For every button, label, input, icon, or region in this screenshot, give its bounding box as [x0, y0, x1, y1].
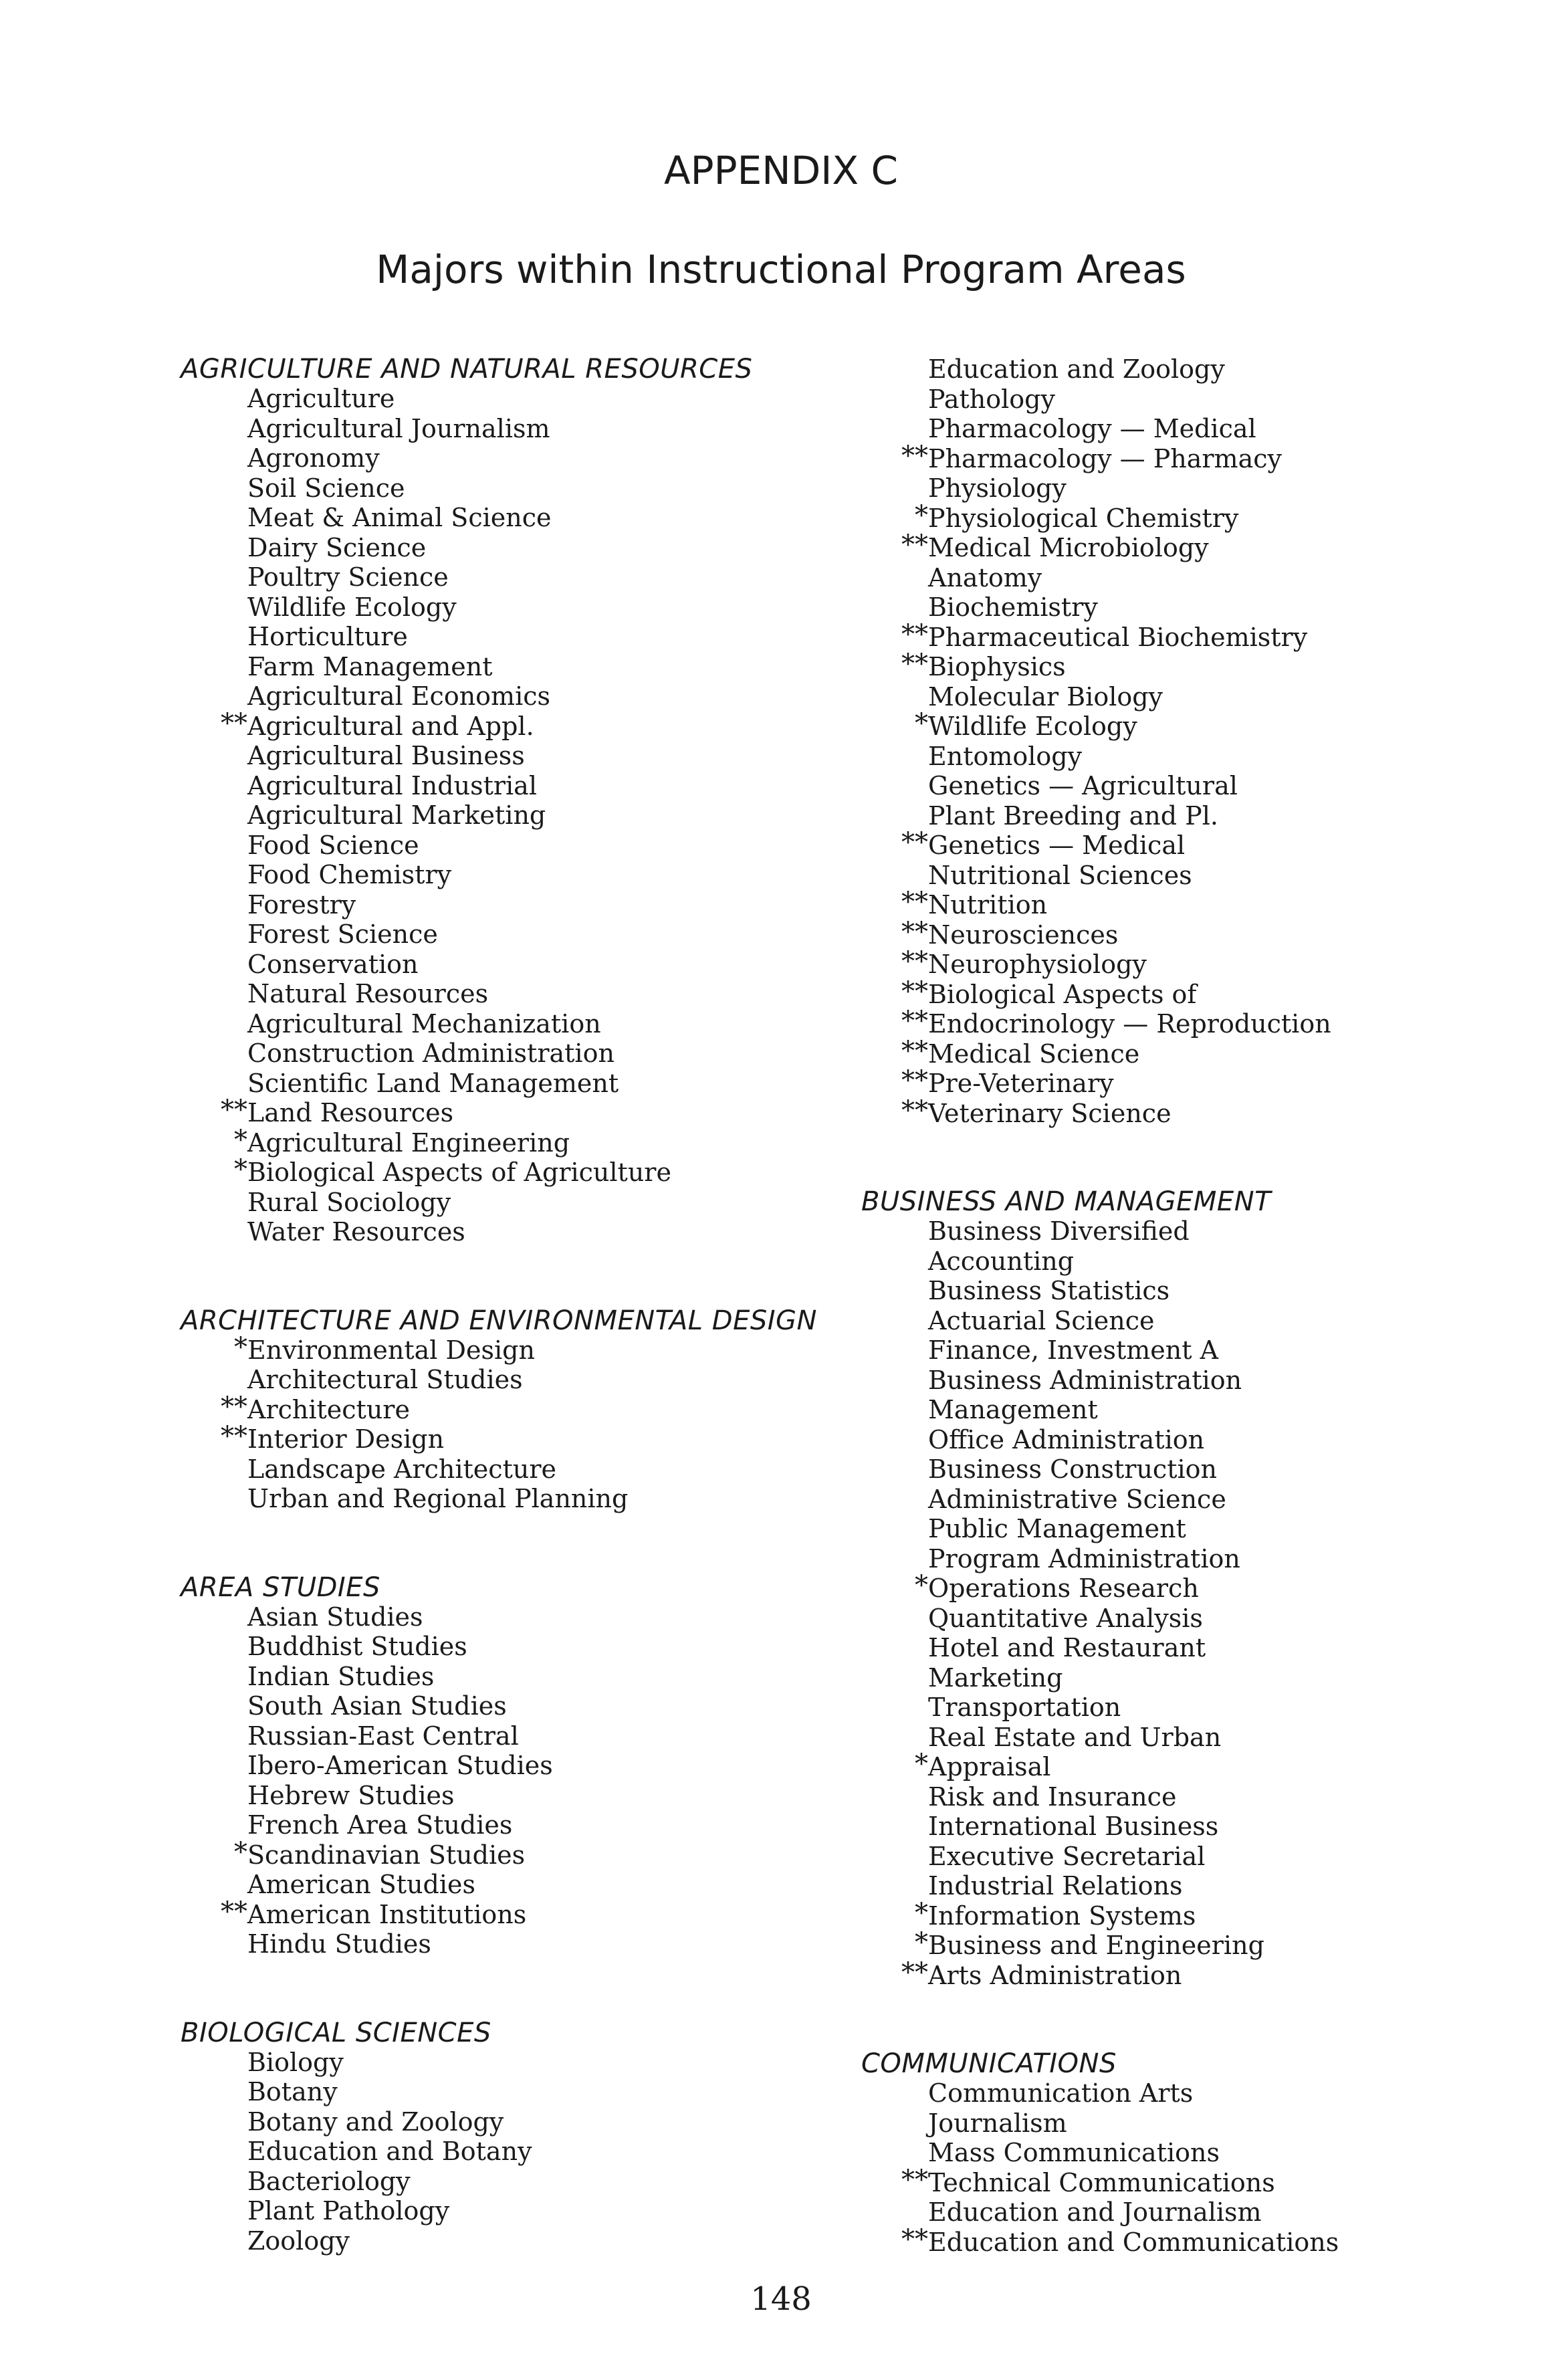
major-item: [181, 1691, 849, 1721]
major-label: Bacteriology: [247, 2166, 411, 2196]
major-item: [861, 1842, 1530, 1872]
asterisk-mark: **: [901, 827, 928, 858]
major-item: [181, 1009, 849, 1039]
major-label: Entomology: [928, 741, 1083, 771]
major-label: Technical Communications: [928, 2167, 1275, 2197]
major-item: [181, 2077, 849, 2107]
major-item: [861, 1663, 1530, 1693]
major-label: Botany and Zoology: [247, 2106, 504, 2137]
major-label: Construction Administration: [247, 1039, 615, 1068]
major-item: [861, 2224, 1530, 2258]
major-label: Asian Studies: [247, 1602, 423, 1632]
asterisk-mark: **: [901, 887, 928, 917]
major-label: Pharmaceutical Biochemistry: [928, 622, 1308, 652]
asterisk-mark: *: [234, 1331, 247, 1363]
major-label: Rural Sociology: [247, 1187, 451, 1217]
asterisk-mark: **: [221, 1421, 247, 1452]
major-item: [861, 592, 1530, 623]
program-area-section: [181, 2018, 849, 2256]
major-label: Industrial Relations: [928, 1871, 1183, 1901]
program-area-section: [181, 1573, 849, 1959]
major-label: Interior Design: [247, 1424, 445, 1454]
program-area-heading: ARCHITECTURE AND ENVIRONMENTAL DESIGN: [181, 1305, 817, 1336]
major-label: Agricultural Business: [247, 741, 525, 770]
major-item: [861, 1782, 1530, 1812]
major-label: Business Administration: [928, 1365, 1242, 1395]
major-item: [861, 1247, 1530, 1277]
major-label: Scientific Land Management: [247, 1068, 619, 1098]
major-label: Mass Communications: [928, 2138, 1220, 2167]
major-label: Wildlife Ecology: [928, 712, 1137, 741]
major-label: Forest Science: [247, 919, 438, 949]
program-area-heading: COMMUNICATIONS: [861, 2048, 1117, 2079]
major-label: Urban and Regional Planning: [247, 1484, 629, 1513]
major-item: [181, 414, 849, 444]
major-label: Pre-Veterinary: [928, 1069, 1114, 1098]
major-item: [861, 771, 1530, 801]
major-label: Business Statistics: [928, 1276, 1170, 1305]
major-item: [861, 861, 1530, 891]
major-label: Horticulture: [247, 622, 408, 651]
major-item: [861, 1570, 1530, 1604]
asterisk-mark: *: [915, 1897, 928, 1929]
major-item: [181, 1421, 849, 1454]
major-label: Public Management: [928, 1514, 1186, 1543]
major-label: Russian-East Central: [247, 1721, 519, 1751]
program-area-section: [181, 1306, 849, 1514]
program-area-heading: AREA STUDIES: [181, 1572, 380, 1603]
major-label: Education and Botany: [247, 2137, 532, 2166]
major-item: [181, 2226, 849, 2256]
major-label: Plant Breeding and Pl.: [928, 800, 1218, 831]
major-item: [181, 1896, 849, 1930]
asterisk-mark: **: [901, 2164, 928, 2195]
major-item: [861, 1693, 1530, 1723]
major-item: [181, 741, 849, 771]
major-label: Real Estate and Urban: [928, 1722, 1222, 1752]
major-label: Veterinary Science: [928, 1098, 1172, 1128]
major-item: [181, 1217, 849, 1247]
major-item: [181, 1632, 849, 1662]
major-item: [181, 1929, 849, 1959]
asterisk-mark: *: [915, 1570, 928, 1601]
major-label: Finance, Investment A: [928, 1335, 1219, 1365]
major-item: [861, 1276, 1530, 1306]
asterisk-mark: **: [901, 619, 928, 650]
major-item: [181, 860, 849, 890]
major-label: Biophysics: [928, 652, 1066, 681]
asterisk-mark: **: [901, 1065, 928, 1096]
major-label: Soil Science: [247, 473, 405, 503]
major-label: Nutritional Sciences: [928, 860, 1192, 890]
major-item: [181, 800, 849, 831]
major-item: [861, 2108, 1530, 2139]
page-title: Majors within Instructional Program Areas: [376, 247, 1186, 292]
major-label: Biological Aspects of Agriculture: [247, 1158, 671, 1187]
major-label: International Business: [928, 1812, 1219, 1841]
asterisk-mark: **: [221, 1896, 247, 1927]
major-label: Quantitative Analysis: [928, 1603, 1203, 1633]
major-item: [181, 503, 849, 533]
major-item: [181, 652, 849, 682]
major-item: [861, 2164, 1530, 2198]
major-item: [861, 801, 1530, 831]
major-label: Physiological Chemistry: [928, 503, 1239, 533]
major-label: Biochemistry: [928, 592, 1098, 622]
major-item: [861, 1514, 1530, 1544]
asterisk-mark: **: [901, 1035, 928, 1067]
asterisk-mark: **: [901, 976, 928, 1007]
asterisk-mark: **: [901, 440, 928, 471]
major-item: [181, 681, 849, 712]
right-column: [861, 354, 1530, 2316]
major-label: South Asian Studies: [247, 1691, 507, 1721]
major-item: [861, 1065, 1530, 1099]
major-item: [861, 1425, 1530, 1455]
major-item: [861, 2197, 1530, 2228]
major-item: [181, 562, 849, 592]
major-label: Genetics — Medical: [928, 831, 1186, 860]
major-label: Hebrew Studies: [247, 1780, 455, 1810]
major-item: [861, 1006, 1530, 1039]
major-label: Operations Research: [928, 1574, 1199, 1603]
major-item: [181, 1039, 849, 1069]
major-label: Architectural Studies: [247, 1365, 523, 1394]
major-item: [181, 1365, 849, 1395]
major-item: [861, 1035, 1530, 1069]
program-area-section: [861, 354, 1530, 1128]
major-label: Education and Communications: [928, 2227, 1339, 2257]
major-label: Agricultural Engineering: [247, 1127, 570, 1158]
major-item: [861, 1395, 1530, 1425]
major-item: [181, 1095, 849, 1128]
major-item: [181, 1124, 849, 1158]
major-label: Architecture: [247, 1394, 410, 1424]
major-item: [181, 1454, 849, 1485]
major-item: [861, 976, 1530, 1010]
major-item: [861, 1604, 1530, 1634]
major-item: [861, 1366, 1530, 1396]
major-item: [861, 473, 1530, 504]
major-item: [181, 1154, 849, 1188]
asterisk-mark: **: [901, 946, 928, 977]
major-item: [861, 1335, 1530, 1366]
asterisk-mark: *: [915, 1749, 928, 1779]
major-label: Agricultural Economics: [247, 681, 551, 711]
major-item: [861, 500, 1530, 534]
major-item: [181, 1751, 849, 1781]
major-item: [861, 649, 1530, 682]
major-label: Natural Resources: [247, 979, 489, 1008]
major-label: Food Chemistry: [247, 860, 452, 889]
major-label: American Studies: [247, 1870, 476, 1899]
asterisk-mark: **: [901, 2224, 928, 2255]
major-item: [181, 1810, 849, 1840]
asterisk-mark: **: [901, 1006, 928, 1037]
major-label: Ibero-American Studies: [247, 1751, 553, 1780]
major-label: Education and Zoology: [928, 354, 1225, 384]
major-label: Nutrition: [928, 890, 1048, 919]
major-label: Communication Arts: [928, 2078, 1194, 2108]
asterisk-mark: **: [221, 708, 247, 739]
major-label: Business and Engineering: [928, 1931, 1264, 1960]
major-item: [861, 742, 1530, 772]
major-label: Medical Science: [928, 1039, 1140, 1069]
major-item: [861, 440, 1530, 474]
asterisk-mark: **: [901, 649, 928, 679]
major-label: Agricultural Marketing: [247, 800, 546, 830]
major-item: [861, 1723, 1530, 1753]
major-item: [181, 1484, 849, 1514]
major-item: [861, 1871, 1530, 1901]
major-item: [861, 414, 1530, 444]
major-label: Agricultural and Appl.: [247, 711, 534, 741]
program-area-section: [861, 2049, 1530, 2257]
program-area-section: [181, 354, 849, 1247]
major-label: Agriculture: [247, 384, 395, 413]
major-item: [861, 827, 1530, 861]
asterisk-mark: *: [234, 1124, 247, 1156]
major-item: [861, 1957, 1530, 1991]
major-item: [181, 1331, 849, 1366]
major-item: [861, 1749, 1530, 1782]
asterisk-mark: *: [234, 1154, 247, 1185]
major-label: Zoology: [247, 2226, 350, 2256]
major-label: Molecular Biology: [928, 681, 1163, 712]
appendix-label: APPENDIX C: [663, 148, 899, 193]
major-item: [861, 1306, 1530, 1336]
major-label: Office Administration: [928, 1424, 1205, 1454]
major-item: [181, 708, 849, 742]
program-area-heading: BUSINESS AND MANAGEMENT: [861, 1186, 1272, 1217]
major-item: [181, 919, 849, 950]
major-label: Agricultural Industrial: [247, 770, 537, 800]
major-item: [181, 473, 849, 504]
major-label: Hindu Studies: [247, 1929, 431, 1959]
major-item: [181, 1069, 849, 1099]
major-label: French Area Studies: [247, 1810, 513, 1840]
major-label: Neurophysiology: [928, 950, 1147, 979]
major-item: [861, 1454, 1530, 1485]
major-label: Food Science: [247, 830, 419, 860]
major-item: [181, 950, 849, 980]
major-item: [181, 1781, 849, 1811]
major-item: [181, 2048, 849, 2078]
major-item: [861, 2138, 1530, 2168]
major-item: [861, 682, 1530, 712]
major-label: Medical Microbiology: [928, 533, 1209, 562]
major-label: Biology: [247, 2047, 344, 2077]
major-label: Pathology: [928, 384, 1055, 414]
asterisk-mark: **: [901, 1957, 928, 1988]
major-item: [861, 1812, 1530, 1842]
major-item: [861, 530, 1530, 563]
major-label: Landscape Architecture: [247, 1454, 556, 1484]
major-label: Farm Management: [247, 651, 493, 681]
major-item: [181, 1188, 849, 1218]
major-item: [861, 708, 1530, 742]
major-label: Education and Journalism: [928, 2197, 1262, 2227]
major-item: [861, 887, 1530, 920]
major-label: Journalism: [928, 2108, 1067, 2138]
major-label: Environmental Design: [247, 1335, 535, 1365]
major-label: Business Construction: [928, 1454, 1217, 1484]
asterisk-mark: **: [221, 1095, 247, 1125]
left-column: [181, 354, 849, 2314]
major-item: [861, 385, 1530, 415]
major-item: [861, 1633, 1530, 1663]
major-label: Scandinavian Studies: [247, 1840, 526, 1870]
major-label: Business Diversified: [928, 1216, 1190, 1246]
major-label: Plant Pathology: [247, 2196, 450, 2226]
major-label: Anatomy: [928, 562, 1042, 592]
major-label: Information Systems: [928, 1901, 1196, 1931]
asterisk-mark: *: [915, 708, 928, 739]
asterisk-mark: **: [901, 530, 928, 560]
asterisk-mark: *: [915, 1927, 928, 1958]
asterisk-mark: *: [915, 500, 928, 531]
asterisk-mark: **: [221, 1391, 247, 1422]
major-item: [181, 979, 849, 1009]
major-item: [181, 2196, 849, 2226]
major-label: Agronomy: [247, 443, 380, 473]
major-label: Physiology: [928, 473, 1067, 503]
major-item: [181, 2167, 849, 2197]
major-label: Pharmacology — Pharmacy: [928, 443, 1282, 473]
major-label: Appraisal: [928, 1752, 1051, 1781]
major-label: Transportation: [928, 1693, 1121, 1722]
major-label: Hotel and Restaurant: [928, 1633, 1206, 1662]
major-item: [861, 1216, 1530, 1247]
program-area-section: [861, 1187, 1530, 1990]
major-item: [181, 1662, 849, 1692]
major-label: Buddhist Studies: [247, 1632, 467, 1661]
major-item: [181, 1721, 849, 1751]
major-item: [181, 1836, 849, 1870]
program-area-heading: AGRICULTURE AND NATURAL RESOURCES: [181, 354, 753, 385]
major-label: Forestry: [247, 889, 356, 919]
major-item: [861, 354, 1530, 385]
major-item: [181, 771, 849, 801]
major-label: Water Resources: [247, 1217, 465, 1247]
major-label: Executive Secretarial: [928, 1841, 1206, 1871]
major-label: Arts Administration: [928, 1960, 1182, 1990]
major-label: Genetics — Agricultural: [928, 771, 1238, 800]
major-label: Endocrinology — Reproduction: [928, 1009, 1331, 1039]
major-item: [181, 622, 849, 652]
major-label: Wildlife Ecology: [247, 592, 457, 622]
major-item: [861, 1544, 1530, 1574]
major-item: [181, 533, 849, 563]
major-label: Meat & Animal Science: [247, 503, 552, 532]
major-item: [181, 1602, 849, 1632]
major-item: [181, 1391, 849, 1425]
major-label: Poultry Science: [247, 562, 449, 592]
major-item: [861, 563, 1530, 593]
major-item: [861, 619, 1530, 653]
major-item: [861, 916, 1530, 950]
major-item: [181, 443, 849, 473]
page-number: 148: [750, 2280, 812, 2318]
major-label: Agricultural Journalism: [247, 413, 550, 443]
major-item: [181, 1870, 849, 1900]
major-item: [181, 831, 849, 861]
major-label: Indian Studies: [247, 1661, 435, 1691]
major-label: Agricultural Mechanization: [247, 1008, 601, 1039]
major-item: [181, 2107, 849, 2137]
program-area-heading: BIOLOGICAL SCIENCES: [181, 2017, 491, 2048]
asterisk-mark: **: [901, 1095, 928, 1126]
major-label: Pharmacology — Medical: [928, 414, 1256, 443]
major-item: [861, 1485, 1530, 1515]
major-item: [181, 2137, 849, 2167]
major-label: Biological Aspects of: [928, 979, 1197, 1009]
major-item: [861, 1897, 1530, 1931]
major-item: [181, 384, 849, 414]
major-item: [181, 592, 849, 623]
major-label: Conservation: [247, 949, 419, 979]
major-label: Program Administration: [928, 1543, 1240, 1574]
major-item: [181, 890, 849, 920]
major-item: [861, 1927, 1530, 1961]
major-label: Actuarial Science: [928, 1305, 1155, 1335]
major-item: [861, 1095, 1530, 1129]
major-item: [861, 2078, 1530, 2108]
major-label: Accounting: [928, 1246, 1075, 1276]
major-label: Marketing: [928, 1662, 1063, 1693]
major-label: Administrative Science: [928, 1484, 1226, 1514]
major-label: American Institutions: [247, 1899, 527, 1929]
major-label: Risk and Insurance: [928, 1781, 1177, 1812]
major-label: Botany: [247, 2077, 338, 2106]
major-label: Dairy Science: [247, 532, 427, 562]
major-label: Management: [928, 1395, 1098, 1424]
asterisk-mark: **: [901, 916, 928, 948]
major-item: [861, 946, 1530, 980]
major-label: Land Resources: [247, 1098, 454, 1127]
asterisk-mark: *: [234, 1836, 247, 1868]
major-label: Neurosciences: [928, 919, 1119, 950]
